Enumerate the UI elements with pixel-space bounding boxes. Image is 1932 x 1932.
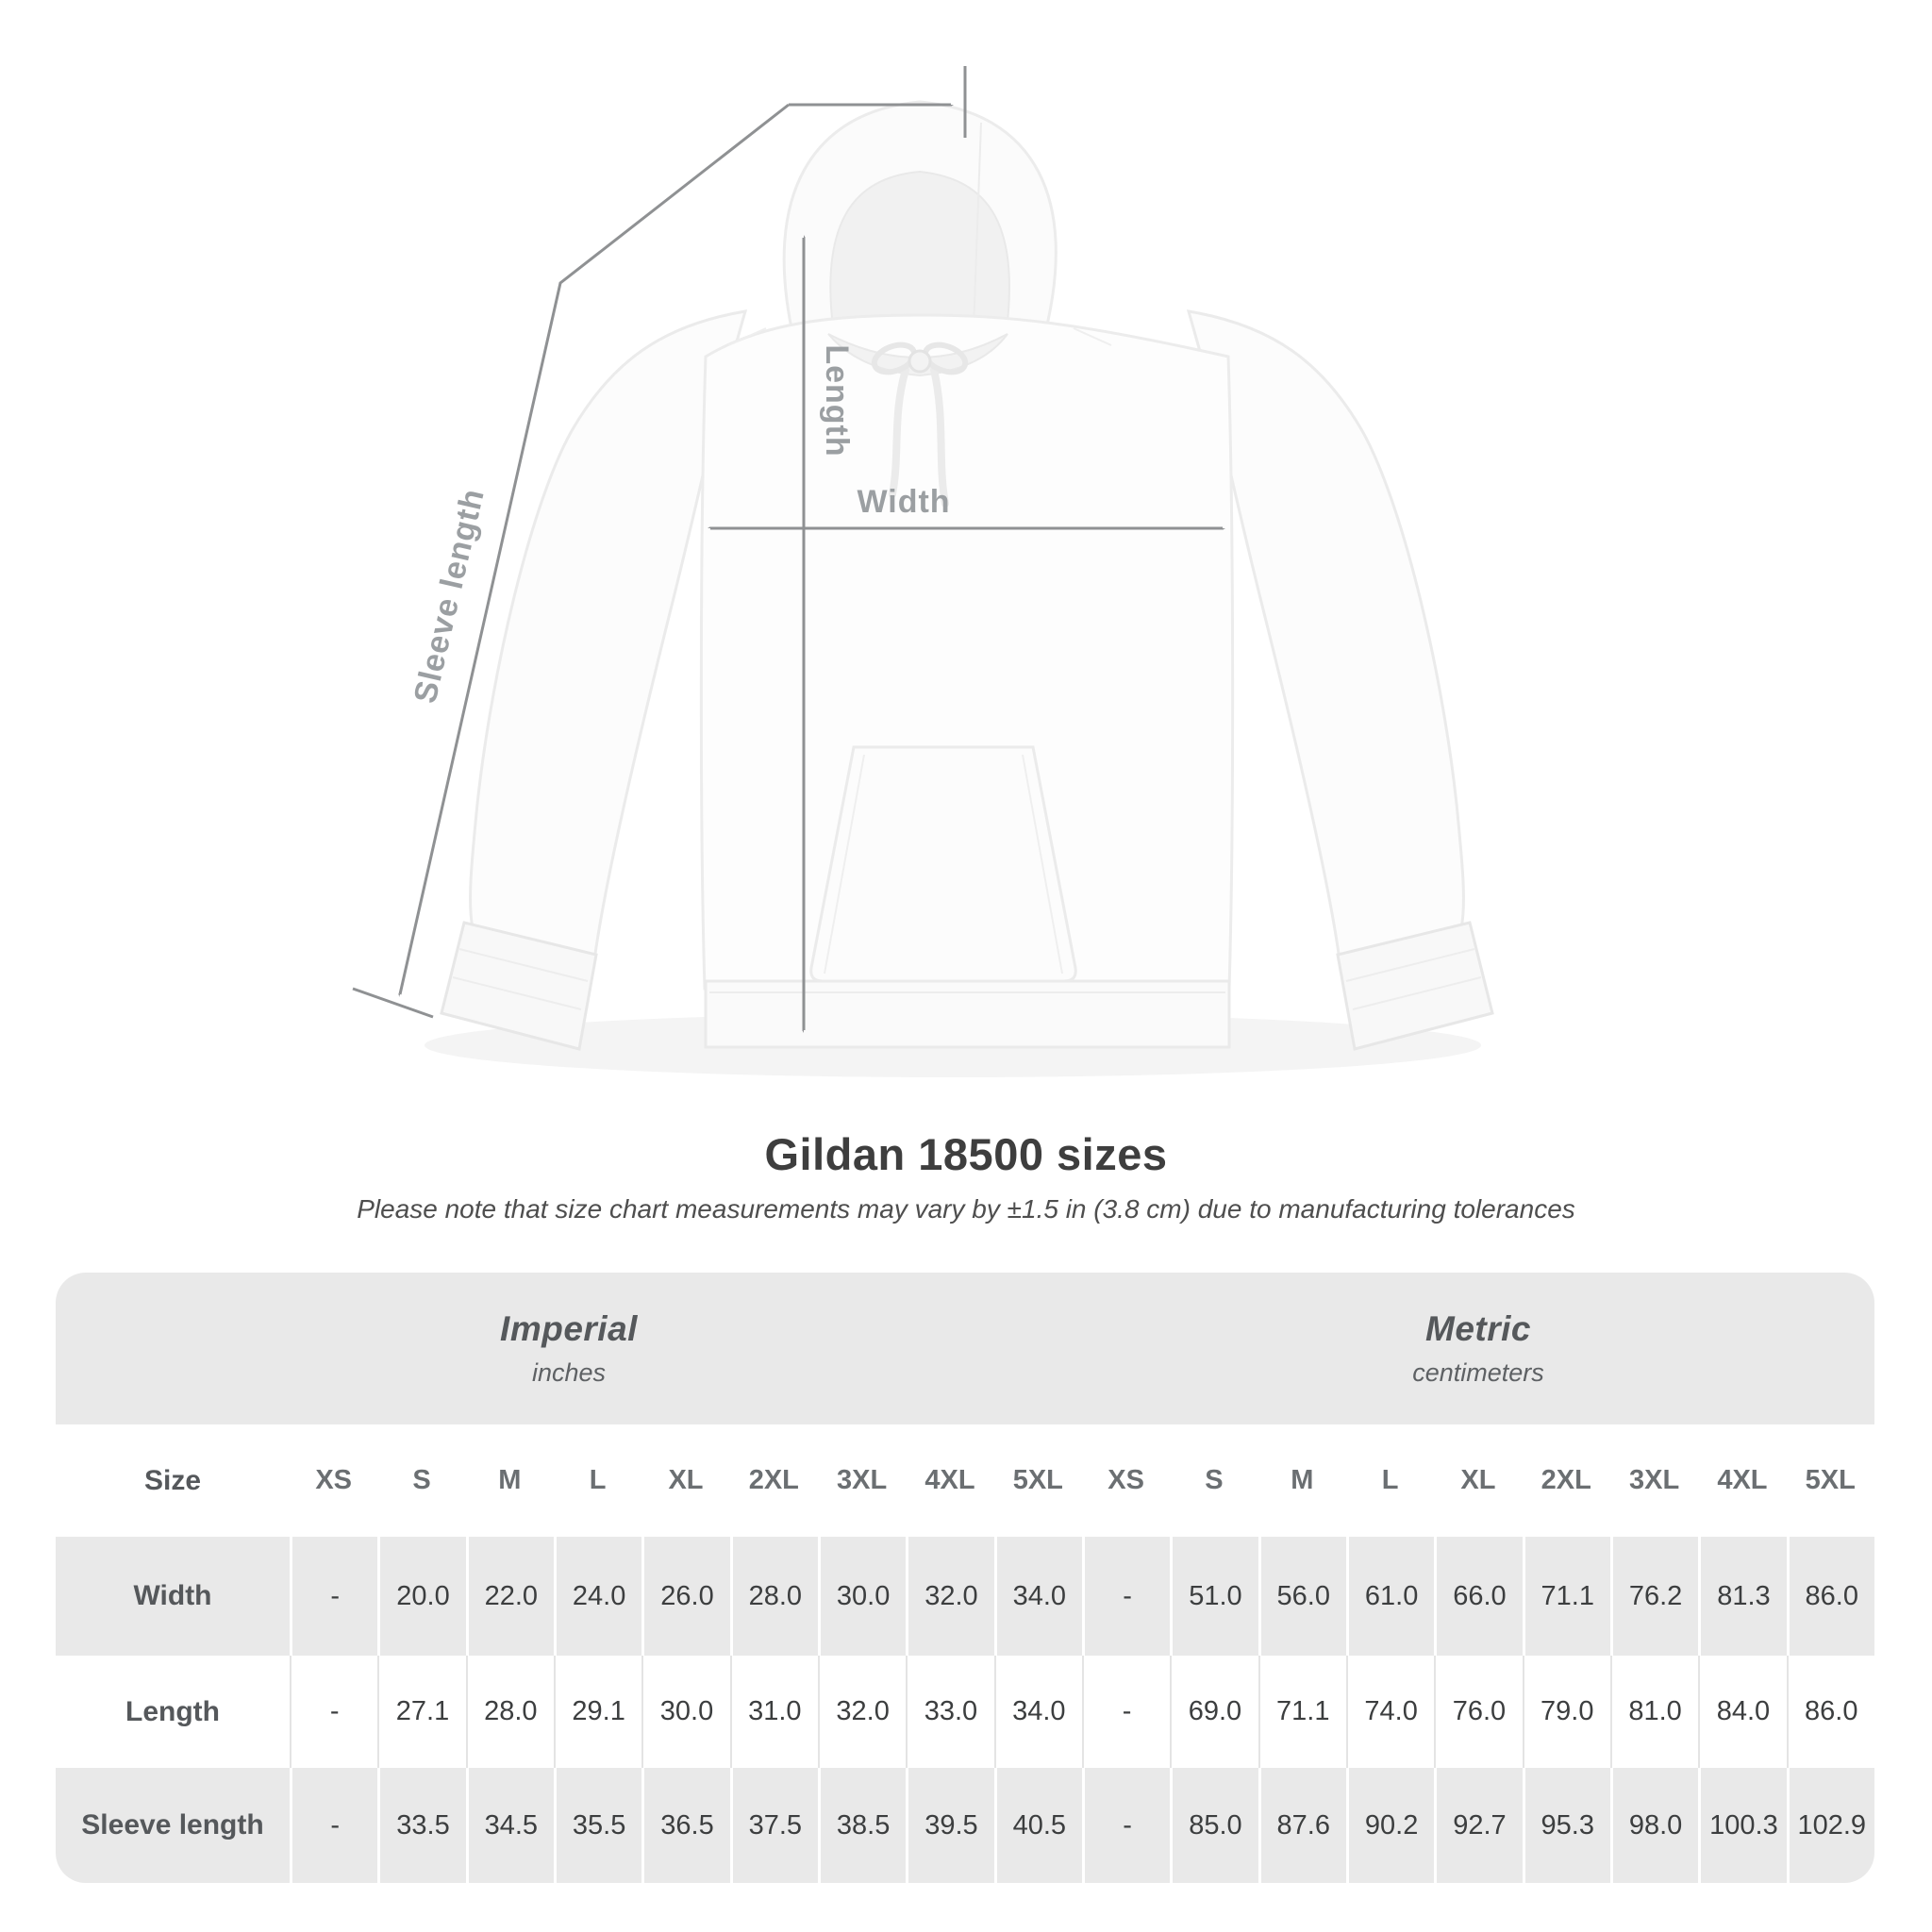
size-value-metric: 86.0 (1787, 1537, 1874, 1656)
size-value-imperial: 24.0 (554, 1537, 641, 1656)
size-value-metric: 76.2 (1610, 1537, 1698, 1656)
size-header-imperial: 5XL (1012, 1465, 1063, 1495)
size-header-metric: M (1291, 1465, 1314, 1495)
measurement-row-label: Sleeve length (81, 1809, 264, 1840)
tolerance-note: Please note that size chart measurements may vary by ±1.5 in (3.8 cm) due to manufacturing tolerances (357, 1194, 1575, 1224)
size-value-metric: 90.2 (1346, 1768, 1434, 1883)
measurement-row (56, 1768, 1874, 1883)
size-header-metric: 5XL (1805, 1465, 1856, 1495)
size-value-imperial: 27.1 (377, 1656, 465, 1768)
size-column-header: Size (143, 1464, 202, 1496)
imperial-group (56, 1273, 1082, 1424)
size-value-imperial: 30.0 (641, 1656, 729, 1768)
size-value-metric: - (1082, 1768, 1170, 1883)
size-value-imperial: - (290, 1768, 377, 1883)
size-value-imperial: 34.0 (994, 1656, 1082, 1768)
size-value-metric: 81.0 (1610, 1656, 1698, 1768)
size-value-metric: 87.6 (1258, 1768, 1346, 1883)
size-value-metric: 79.0 (1523, 1656, 1610, 1768)
size-value-imperial: 20.0 (377, 1537, 465, 1656)
size-value-metric: 85.0 (1170, 1768, 1257, 1883)
size-header-imperial: XS (315, 1465, 352, 1495)
sleeve-length-label: Sleeve length (407, 485, 491, 707)
imperial-group-unit: inches (531, 1358, 607, 1387)
size-header-imperial: XL (668, 1465, 704, 1495)
size-value-metric: 74.0 (1346, 1656, 1434, 1768)
measurement-row-label: Length (125, 1695, 220, 1727)
size-value-metric: 71.1 (1523, 1537, 1610, 1656)
size-value-metric: - (1082, 1537, 1170, 1656)
size-value-imperial: 34.0 (994, 1537, 1082, 1656)
size-value-metric: 71.1 (1258, 1656, 1346, 1768)
size-value-imperial: - (290, 1656, 377, 1768)
size-value-metric: 98.0 (1610, 1768, 1698, 1883)
size-value-imperial: 30.0 (818, 1537, 906, 1656)
page-title: Gildan 18500 sizes (764, 1129, 1168, 1179)
size-header-metric: XL (1460, 1465, 1496, 1495)
size-header-metric: 2XL (1541, 1465, 1591, 1495)
size-header-metric: XS (1108, 1465, 1144, 1495)
hoodie-pocket (811, 747, 1076, 981)
size-value-imperial: 29.1 (554, 1656, 641, 1768)
size-value-imperial: - (290, 1537, 377, 1656)
size-value-imperial: 35.5 (554, 1768, 641, 1883)
unit-group-header (56, 1273, 1874, 1424)
width-label: Width (857, 484, 951, 520)
size-header-metric: L (1381, 1465, 1399, 1495)
size-value-metric: 51.0 (1170, 1537, 1257, 1656)
size-header-row (56, 1424, 1874, 1537)
size-value-metric: 95.3 (1523, 1768, 1610, 1883)
size-value-metric: 92.7 (1434, 1768, 1522, 1883)
hoodie-sleeve-right (1189, 311, 1492, 1049)
size-value-imperial: 32.0 (818, 1656, 906, 1768)
imperial-group-title: Imperial (500, 1309, 638, 1348)
size-value-imperial: 26.0 (641, 1537, 729, 1656)
size-header-imperial: 2XL (748, 1465, 799, 1495)
size-value-imperial: 37.5 (730, 1768, 818, 1883)
size-value-metric: 81.3 (1698, 1537, 1786, 1656)
hoodie-sleeve-left (441, 311, 745, 1049)
size-header-metric: S (1205, 1465, 1224, 1495)
size-table (56, 1273, 1874, 1883)
size-value-metric: 69.0 (1170, 1656, 1257, 1768)
size-value-imperial: 40.5 (994, 1768, 1082, 1883)
hoodie-hood (784, 102, 1056, 347)
size-value-metric: 102.9 (1787, 1768, 1874, 1883)
size-value-imperial: 31.0 (730, 1656, 818, 1768)
measurement-row-label: Width (133, 1580, 212, 1611)
size-value-imperial: 28.0 (466, 1656, 554, 1768)
sleeve-tick-bottom (353, 989, 433, 1017)
size-header-imperial: L (589, 1465, 607, 1495)
size-value-imperial: 38.5 (818, 1768, 906, 1883)
metric-group (1082, 1273, 1874, 1424)
length-label: Length (819, 344, 855, 458)
size-header-imperial: 4XL (924, 1465, 975, 1495)
measurement-row (56, 1656, 1874, 1768)
size-value-imperial: 32.0 (906, 1537, 993, 1656)
size-header-imperial: 3XL (837, 1465, 888, 1495)
size-header-imperial: M (498, 1465, 522, 1495)
size-header-metric: 4XL (1717, 1465, 1768, 1495)
size-value-imperial: 36.5 (641, 1768, 729, 1883)
size-value-metric: 86.0 (1787, 1656, 1874, 1768)
metric-group-unit: centimeters (1412, 1358, 1544, 1387)
measurement-row (56, 1537, 1874, 1656)
size-value-imperial: 33.5 (377, 1768, 465, 1883)
size-value-metric: 66.0 (1434, 1537, 1522, 1656)
size-value-imperial: 28.0 (730, 1537, 818, 1656)
size-value-metric: - (1082, 1656, 1170, 1768)
size-value-metric: 100.3 (1698, 1768, 1786, 1883)
size-value-imperial: 33.0 (906, 1656, 993, 1768)
size-value-metric: 61.0 (1346, 1537, 1434, 1656)
size-value-imperial: 22.0 (466, 1537, 554, 1656)
size-header-metric: 3XL (1628, 1465, 1680, 1495)
size-value-metric: 76.0 (1434, 1656, 1522, 1768)
size-header-imperial: S (412, 1465, 431, 1495)
size-value-metric: 84.0 (1698, 1656, 1786, 1768)
metric-group-title: Metric (1425, 1309, 1531, 1348)
size-value-imperial: 39.5 (906, 1768, 993, 1883)
size-value-imperial: 34.5 (466, 1768, 554, 1883)
size-value-metric: 56.0 (1258, 1537, 1346, 1656)
